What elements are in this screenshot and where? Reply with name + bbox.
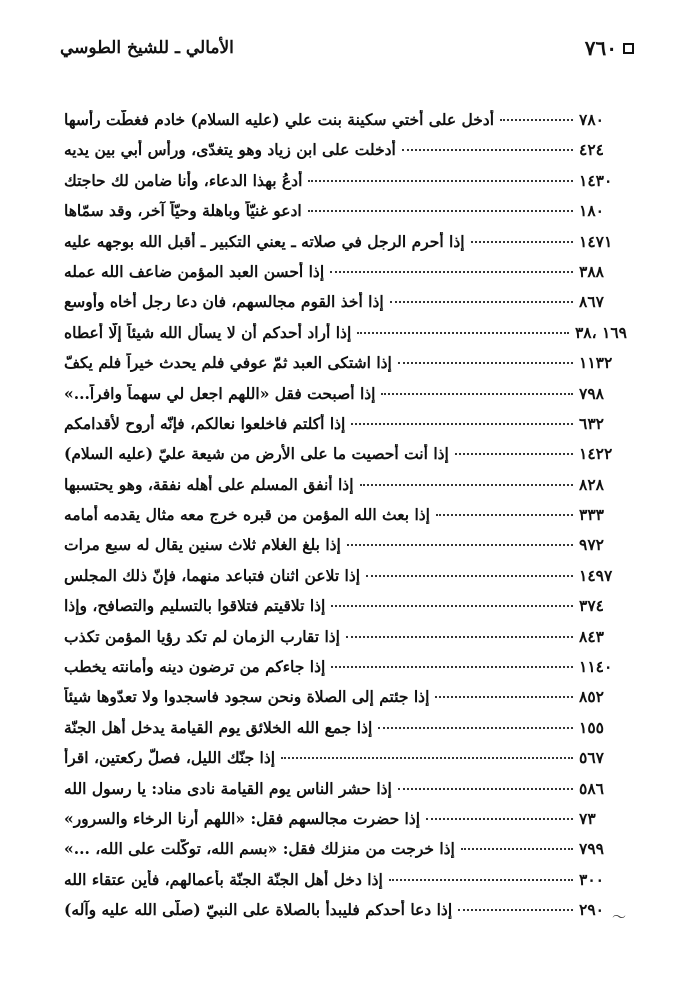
index-entry	[64, 566, 627, 596]
dot-leader	[500, 119, 573, 121]
entry-page-number: ٨٥٢	[579, 687, 604, 707]
entry-page-number: ١٤٩٧	[579, 565, 613, 585]
dot-leader	[281, 757, 573, 759]
index-entry	[64, 171, 627, 201]
entry-page-number: ٨٦٧	[579, 292, 604, 312]
entry-text: إذا بعث الله المؤمن من قبره خرج معه مثال يقدمه أمامه	[64, 505, 430, 525]
dot-leader	[331, 605, 573, 607]
entry-text: إذا خرجت من منزلك فقل: «بسم الله، توكّلت على الله، ...»	[64, 839, 455, 859]
index-entry	[64, 505, 627, 535]
entry-text: إذا اشتكى العبد ثمّ عوفي فلم يحدث خيراً فلم يكفّ	[64, 353, 392, 373]
index-entry	[64, 232, 627, 262]
entry-text: إذا أخذ القوم مجالسهم، فان دعا رجل أخاه وأوسع	[64, 292, 384, 312]
dot-leader	[347, 544, 573, 546]
dot-leader	[351, 423, 573, 425]
dot-leader	[461, 848, 573, 850]
dot-leader	[389, 879, 573, 881]
entry-text: إذا أصبحت فقل «اللهم اجعل لي سهماً وافراً...»	[64, 383, 376, 403]
entry-text: أُدعُ بهذا الدعاء، وأنا ضامن لك حاجتك	[64, 170, 303, 190]
entry-page-number: ١٤٧١	[579, 231, 613, 251]
book-title: الأمالي ـ للشيخ الطوسي	[60, 38, 234, 58]
index-entry	[64, 748, 627, 778]
dot-leader	[346, 636, 573, 638]
index-entry	[64, 262, 627, 292]
index-entry	[64, 444, 627, 474]
entry-page-number: ٧٨٠	[579, 110, 604, 129]
index-entry	[64, 353, 627, 383]
dot-leader	[308, 180, 573, 182]
entry-page-number: ٥٨٦	[579, 778, 604, 798]
index-entry	[64, 809, 627, 839]
entry-text: إذا أكلتم فاخلعوا نعالكم، فإنّه أروح لأقدامكم	[64, 413, 346, 433]
entry-text: إذا جنّك الليل، فصلّ ركعتين، اقرأ	[64, 748, 276, 768]
dot-leader	[426, 818, 573, 820]
entry-page-number: ٤٢٤	[579, 140, 604, 160]
entry-page-number: ١٥٥	[579, 717, 604, 737]
entry-text: إذا حضرت مجالسهم فقل: «اللهم أرنا الرخاء والسرور»	[64, 808, 421, 828]
entry-page-number: ٧٩٩	[579, 839, 604, 859]
page-number: ٧٦٠	[584, 36, 617, 60]
dot-leader	[331, 666, 573, 668]
dot-leader	[471, 241, 573, 243]
entry-page-number: ٣٧٤	[579, 596, 604, 616]
dot-leader	[390, 301, 573, 303]
entry-text: أُدخلت على ابن زياد وهو يتغدّى، ورأس أبي بين يديه	[64, 140, 396, 160]
entry-text: إذا تلاقيتم فتلاقوا بالتسليم والتصافح، وإذا	[64, 596, 326, 616]
dot-leader	[357, 332, 569, 334]
entry-page-number: ٩٧٢	[579, 535, 604, 555]
entry-page-number: ٦٣٢	[579, 413, 604, 433]
entry-text: إذا جمع الله الخلائق يوم القيامة يدخل أهل الجنّة	[64, 717, 373, 737]
entry-text: ادعو غنيّاً وباهلة وحيّاً آخر، وقد سمّاها	[64, 201, 302, 221]
dot-leader	[366, 575, 573, 577]
entry-page-number: ١١٣٢	[579, 353, 613, 373]
index-entry	[64, 201, 627, 231]
entry-page-number: ١٤٢٢	[579, 444, 613, 464]
index-entry	[64, 839, 627, 869]
square-icon	[623, 43, 634, 54]
entry-text: إذا أحرم الرجل في صلاته ـ يعني التكبير ـ أقبل الله بوجهه عليه	[64, 231, 465, 251]
page-header	[60, 36, 634, 66]
index-entry	[64, 384, 627, 414]
index-entry	[64, 900, 627, 930]
dot-leader	[455, 453, 573, 455]
entry-page-number: ٨٤٣	[579, 626, 604, 646]
index-entry	[64, 110, 627, 140]
entry-page-number: ٣٣٣	[579, 505, 604, 525]
entry-text: إذا جئتم إلى الصلاة ونحن سجود فاسجدوا ولا تعدّوها شيئاً	[64, 687, 430, 707]
index-entry	[64, 657, 627, 687]
dot-leader	[398, 362, 573, 364]
dot-leader	[398, 788, 573, 790]
index-entry	[64, 596, 627, 626]
entry-page-number: ٧٩٨	[579, 383, 604, 403]
margin-mark-icon: 〜	[612, 910, 626, 926]
dot-leader	[360, 484, 573, 486]
entry-page-number: ١٨٠	[579, 201, 604, 221]
index-list	[64, 110, 627, 931]
dot-leader	[381, 393, 573, 395]
dot-leader	[378, 727, 573, 729]
dot-leader	[308, 210, 573, 212]
entry-text: إذا تلاعن اثنان فتباعد منهما، فإنّ ذلك المجلس	[64, 565, 361, 585]
dot-leader	[402, 149, 573, 151]
entry-text: إذا تقارب الزمان لم تكد رؤيا المؤمن تكذب	[64, 626, 340, 646]
index-entry	[64, 323, 627, 353]
entry-page-number: ٣٠٠	[579, 869, 604, 889]
index-entry	[64, 627, 627, 657]
index-entry	[64, 687, 627, 717]
page-number-group	[585, 36, 634, 60]
entry-text: إذا دعا أحدكم فليبدأ بالصلاة على النبيّ (صلّى الله عليه وآله)	[64, 900, 453, 920]
entry-text: إذا أحسن العبد المؤمن ضاعف الله عمله	[64, 261, 325, 281]
index-entry	[64, 779, 627, 809]
index-entry	[64, 535, 627, 565]
entry-page-number: ٧٣	[579, 808, 596, 828]
entry-text: إذا جاءكم من ترضون دينه وأمانته يخطب	[64, 657, 326, 677]
entry-text: إذا أنت أحصيت ما على الأرض من شيعة عليّ (عليه السلام)	[64, 444, 449, 464]
entry-page-number: ١٤٣٠	[579, 170, 613, 190]
index-entry	[64, 475, 627, 505]
dot-leader	[435, 696, 573, 698]
entry-page-number: ٣٨٨	[579, 261, 604, 281]
index-entry	[64, 414, 627, 444]
index-entry	[64, 718, 627, 748]
entry-page-number: ١١٤٠	[579, 657, 613, 677]
entry-page-number: ٨٢٨	[579, 474, 604, 494]
index-entry	[64, 870, 627, 900]
entry-text: إذا بلغ الغلام ثلاث سنين يقال له سبع مرات	[64, 535, 341, 555]
dot-leader	[436, 514, 573, 516]
index-entry	[64, 292, 627, 322]
dot-leader	[458, 909, 573, 911]
entry-page-number: ٢٩٠	[579, 900, 604, 920]
index-entry	[64, 140, 627, 170]
entry-text: إذا حشر الناس يوم القيامة نادى مناد: يا رسول الله	[64, 778, 392, 798]
entry-text: إذا دخل أهل الجنّة الجنّة بأعمالهم، فأين عتقاء الله	[64, 869, 383, 889]
entry-text: إذا أراد أحدكم أن لا يسأل الله شيئاً إلّا أعطاه	[64, 322, 352, 342]
entry-text: أُدخل على أُختي سكينة بنت علي (عليه السلام) خادم فغطّت رأسها	[64, 110, 495, 129]
entry-text: إذا أنفق المسلم على أهله نفقة، وهو يحتسبها	[64, 474, 354, 494]
entry-page-number: ١٦٩ ،٣٨	[574, 322, 627, 342]
entry-page-number: ٥٦٧	[579, 748, 604, 768]
dot-leader	[330, 271, 573, 273]
